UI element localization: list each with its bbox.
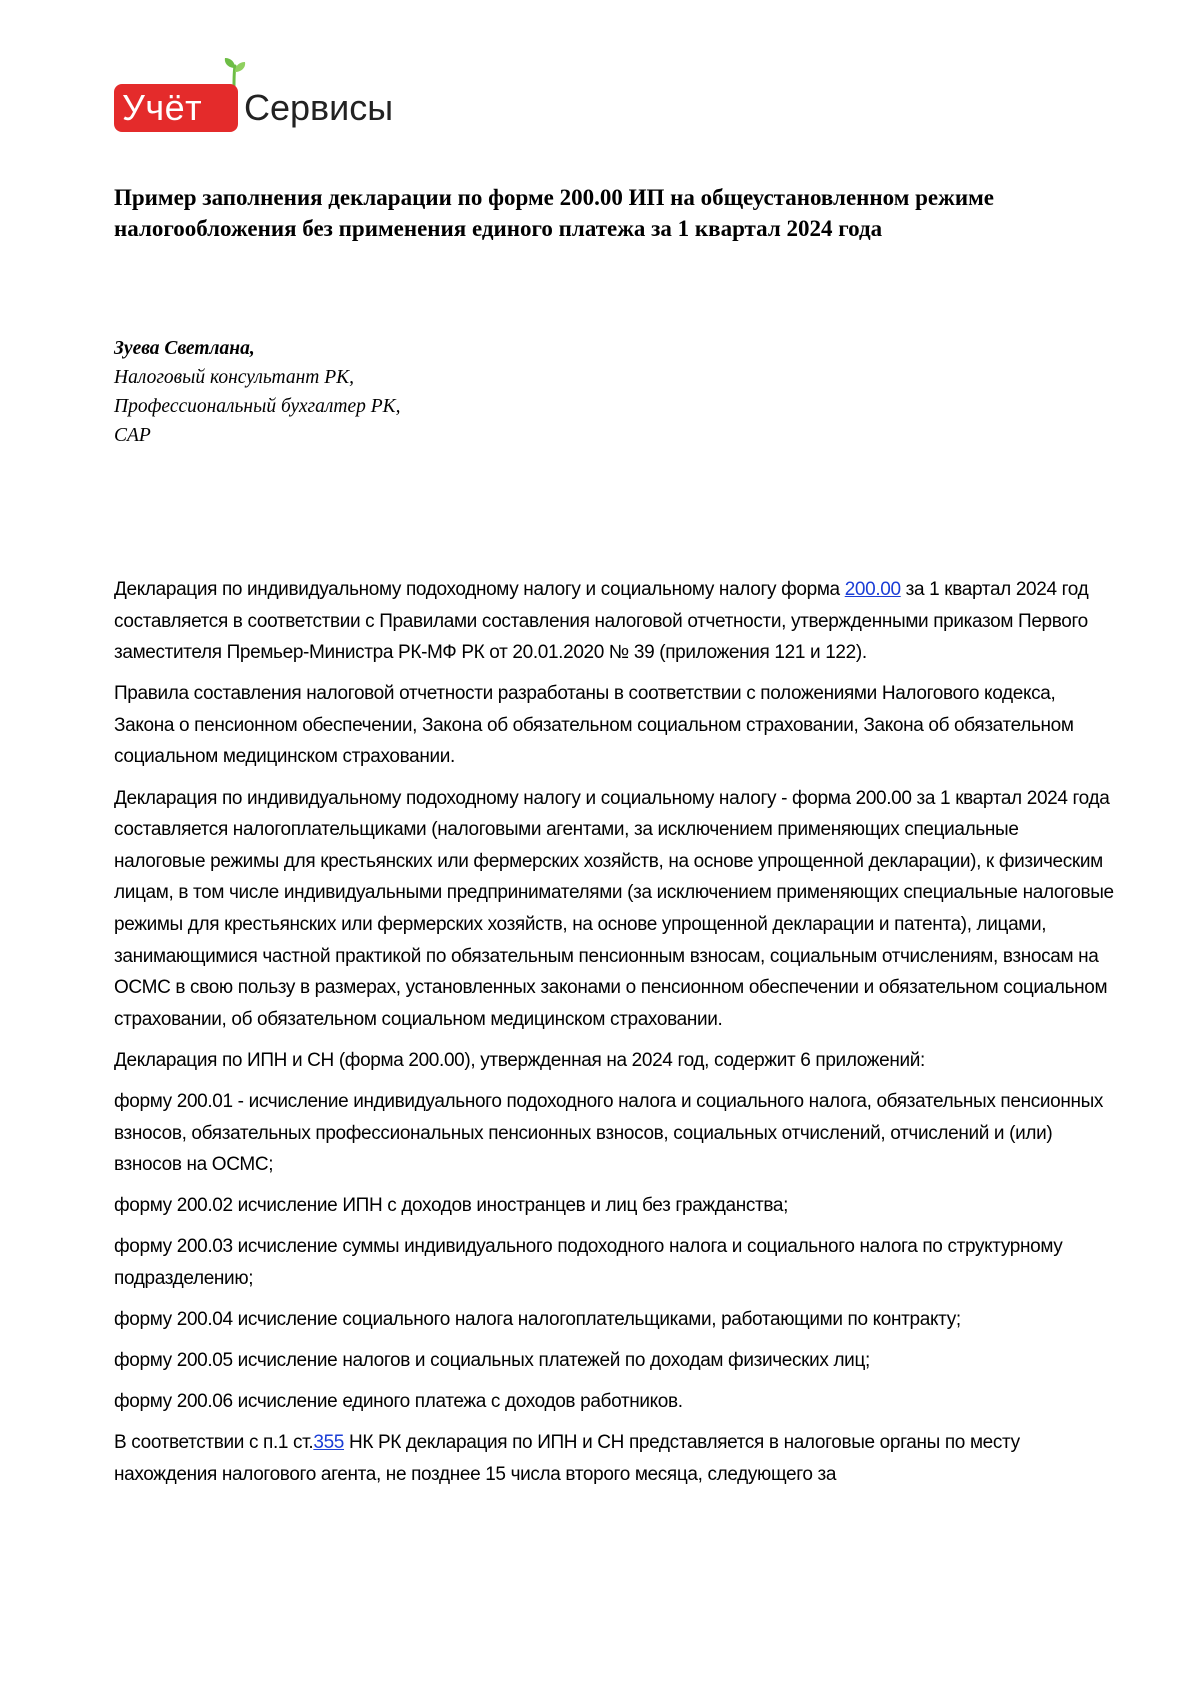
- document-title: Пример заполнения декларации по форме 200.00 ИП на общеустановленном режиме налогообложения без применения единого платежа за 1 квартал 2024 года: [114, 185, 994, 241]
- paragraph-11-text-start: В соответствии с п.1 ст.: [114, 1432, 314, 1454]
- paragraph-9: форму 200.05 исчисление налогов и социальных платежей по доходам физических лиц;: [114, 1350, 870, 1372]
- paragraph-7: форму 200.03 исчисление суммы индивидуального подоходного налога и социального налога по структурному подразделению;: [114, 1236, 1063, 1289]
- paragraph-3: Декларация по индивидуальному подоходному налогу и социальному налогу - форма 200.00 за 1 квартал 2024 года составляется налогоплательщиками (налоговыми агентами, за исключением применяющих специальные налоговые режимы для крестьянских или фермерских хозяйств, на основе упрощенной декларации), к физическим лицам, в том числе индивидуальными предпринимателями (за исключением применяющих специальные налоговые режимы для крестьянских или фермерских хозяйств, на основе упрощенной декларации и патента), лицами, занимающимися частной практикой по обязательным пенсионным взносам, социальным отчислениям, взносам на ОСМС в свою пользу в размерах, установленных законами о пенсионном обеспечении и обязательном социальном страховании, об обязательном социальном медицинском страховании.: [114, 787, 1114, 1030]
- logo-red-block: [114, 84, 238, 132]
- paragraph-8: форму 200.04 исчисление социального налога налогоплательщиками, работающими по контракту;: [114, 1308, 961, 1330]
- logo-text-uchet: Учёт: [122, 87, 203, 128]
- paragraph-2: Правила составления налоговой отчетности разработаны в соответствии с положениями Налогового кодекса, Закона о пенсионном обеспечении, Закона об обязательном социальном страховании, Закона об обязательном социальном медицинском страховании.: [114, 683, 1074, 768]
- author-block: [114, 334, 814, 450]
- author-title-2: Профессиональный бухгалтер РК,: [114, 396, 401, 417]
- author-title-1: Налоговый консультант РК,: [114, 367, 354, 388]
- paragraph-11-text-end: НК РК декларация по ИПН и СН представляется в налоговые органы по месту нахождения налогового агента, не позднее 15 числа второго месяца, следующего за: [114, 1432, 1020, 1485]
- author-title-3: CAP: [114, 425, 151, 446]
- article-355-link[interactable]: 355: [313, 1432, 345, 1454]
- paragraph-1-text-start: Декларация по индивидуальному подоходному налогу и социальному налогу форма: [114, 579, 845, 600]
- paragraph-5: форму 200.01 - исчисление индивидуального подоходного налога и социального налога, обязательных пенсионных взносов, обязательных профессиональных пенсионных взносов, социальных отчислений, отчислений и (или) взносов на ОСМС;: [114, 1090, 1104, 1176]
- paragraph-10: форму 200.06 исчисление единого платежа с доходов работников.: [114, 1391, 683, 1413]
- form-200-link[interactable]: 200.00: [844, 579, 901, 600]
- paragraph-6: форму 200.02 исчисление ИПН с доходов иностранцев и лиц без гражданства;: [114, 1195, 789, 1217]
- logo-text-servisy: Сервисы: [244, 87, 394, 128]
- paragraph-4: Декларация по ИПН и СН (форма 200.00), утвержденная на 2024 год, содержит 6 приложений:: [114, 1049, 925, 1071]
- author-name: Зуева Светлана,: [114, 338, 255, 359]
- company-logo: [114, 56, 434, 136]
- document-body: [114, 574, 1114, 1500]
- paragraph-1: [114, 574, 1114, 669]
- paragraph-11: [114, 1427, 1114, 1490]
- paragraph-1-text-end: за 1 квартал 2024 год составляется в соответствии с Правилами составления налоговой отчетности, утвержденными приказом Первого заместителя Премьер-Министра РК-МФ РК от 20.01.2020 № 39 (приложения 121 и 122).: [114, 579, 1089, 664]
